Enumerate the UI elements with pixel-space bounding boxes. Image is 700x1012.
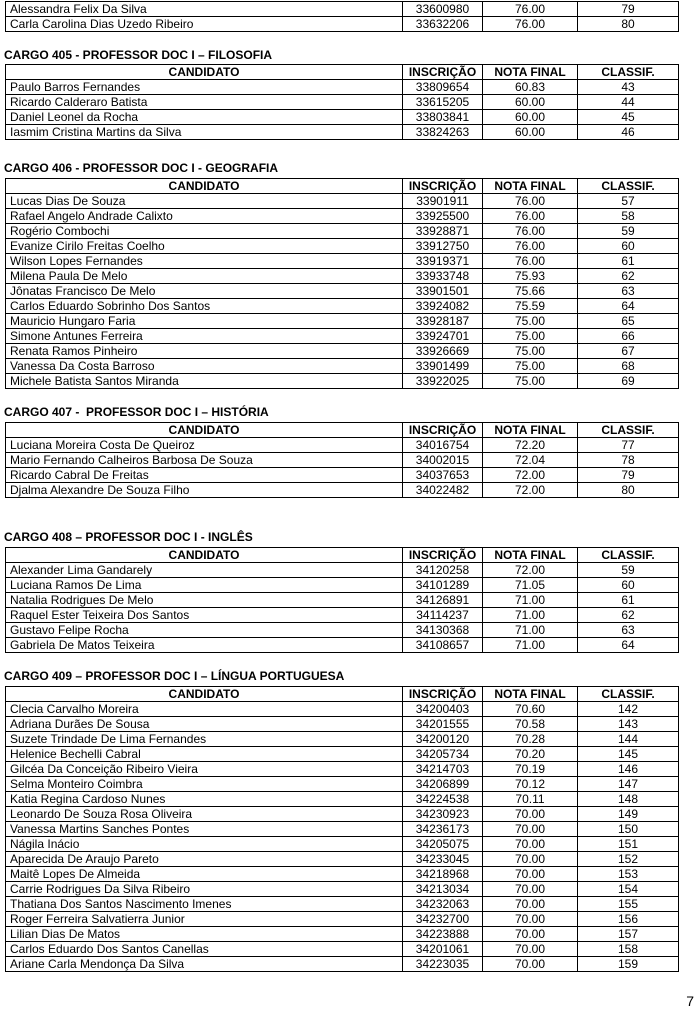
registration-number: 33924701 — [403, 329, 483, 344]
ranking: 80 — [578, 17, 679, 32]
final-score: 71.05 — [483, 578, 578, 593]
final-score: 75.59 — [483, 299, 578, 314]
ranking: 63 — [578, 284, 679, 299]
candidate-name: Carlos Eduardo Dos Santos Canellas — [6, 942, 403, 957]
registration-number: 33901499 — [403, 359, 483, 374]
ranking: 63 — [578, 623, 679, 638]
section-title: CARGO 406 - PROFESSOR DOC I - GEOGRAFIA — [4, 161, 279, 175]
final-score: 76.00 — [483, 239, 578, 254]
candidate-name: Maitê Lopes De Almeida — [6, 867, 403, 882]
candidate-name: Wilson Lopes Fernandes — [6, 254, 403, 269]
column-header-candidato: CANDIDATO — [6, 179, 403, 194]
candidate-name: Mauricio Hungaro Faria — [6, 314, 403, 329]
table-row — [6, 867, 679, 882]
candidate-name: Paulo Barros Fernandes — [6, 80, 403, 95]
registration-number: 34022482 — [403, 483, 483, 498]
column-header-nota: NOTA FINAL — [483, 548, 578, 563]
final-score: 76.00 — [483, 224, 578, 239]
table-row — [6, 762, 679, 777]
section-title: CARGO 407 - PROFESSOR DOC I – HISTÓRIA — [4, 405, 269, 419]
ranking: 147 — [578, 777, 679, 792]
table-row — [6, 822, 679, 837]
section-title: CARGO 408 – PROFESSOR DOC I - INGLÊS — [4, 530, 253, 544]
ranking: 150 — [578, 822, 679, 837]
registration-number: 33615205 — [403, 95, 483, 110]
registration-number: 33919371 — [403, 254, 483, 269]
candidate-name: Helenice Bechelli Cabral — [6, 747, 403, 762]
table-row — [6, 578, 679, 593]
final-score: 76.00 — [483, 17, 578, 32]
registration-number: 34205075 — [403, 837, 483, 852]
ranking: 159 — [578, 957, 679, 972]
results-table — [5, 686, 679, 972]
column-header-inscricao: INSCRIÇÃO — [403, 65, 483, 80]
candidate-name: Ricardo Cabral De Freitas — [6, 468, 403, 483]
table-row — [6, 942, 679, 957]
table-row — [6, 374, 679, 389]
candidate-name: Raquel Ester Teixeira Dos Santos — [6, 608, 403, 623]
ranking: 60 — [578, 239, 679, 254]
final-score: 75.93 — [483, 269, 578, 284]
ranking: 79 — [578, 468, 679, 483]
table-header-row — [6, 687, 679, 702]
ranking: 152 — [578, 852, 679, 867]
registration-number: 34200120 — [403, 732, 483, 747]
results-table — [5, 422, 679, 498]
registration-number: 33925500 — [403, 209, 483, 224]
registration-number: 34126891 — [403, 593, 483, 608]
registration-number: 34114237 — [403, 608, 483, 623]
final-score: 76.00 — [483, 209, 578, 224]
final-score: 70.00 — [483, 852, 578, 867]
table-row — [6, 732, 679, 747]
ranking: 158 — [578, 942, 679, 957]
table-row — [6, 314, 679, 329]
table-row — [6, 95, 679, 110]
candidate-name: Carla Carolina Dias Uzedo Ribeiro — [6, 17, 403, 32]
final-score: 75.66 — [483, 284, 578, 299]
table-row — [6, 284, 679, 299]
final-score: 70.12 — [483, 777, 578, 792]
final-score: 76.00 — [483, 194, 578, 209]
registration-number: 33924082 — [403, 299, 483, 314]
table-header-row — [6, 179, 679, 194]
continued-table — [5, 1, 679, 32]
registration-number: 34224538 — [403, 792, 483, 807]
ranking: 142 — [578, 702, 679, 717]
candidate-name: Thatiana Dos Santos Nascimento Imenes — [6, 897, 403, 912]
candidate-name: Luciana Ramos De Lima — [6, 578, 403, 593]
table-header-row — [6, 423, 679, 438]
final-score: 72.04 — [483, 453, 578, 468]
registration-number: 34223035 — [403, 957, 483, 972]
final-score: 76.00 — [483, 2, 578, 17]
ranking: 62 — [578, 269, 679, 284]
final-score: 70.00 — [483, 957, 578, 972]
registration-number: 34206899 — [403, 777, 483, 792]
registration-number: 34232700 — [403, 912, 483, 927]
table-row — [6, 957, 679, 972]
final-score: 75.00 — [483, 359, 578, 374]
final-score: 70.00 — [483, 822, 578, 837]
ranking: 79 — [578, 2, 679, 17]
candidate-name: Renata Ramos Pinheiro — [6, 344, 403, 359]
registration-number: 33901911 — [403, 194, 483, 209]
column-header-nota: NOTA FINAL — [483, 65, 578, 80]
table-row — [6, 209, 679, 224]
registration-number: 34236173 — [403, 822, 483, 837]
registration-number: 34120258 — [403, 563, 483, 578]
column-header-classif: CLASSIF. — [578, 548, 679, 563]
ranking: 57 — [578, 194, 679, 209]
candidate-name: Carlos Eduardo Sobrinho Dos Santos — [6, 299, 403, 314]
section-title: CARGO 405 - PROFESSOR DOC I – FILOSOFIA — [4, 48, 273, 62]
final-score: 70.20 — [483, 747, 578, 762]
candidate-name: Iasmim Cristina Martins da Silva — [6, 125, 403, 140]
column-header-classif: CLASSIF. — [578, 687, 679, 702]
registration-number: 33809654 — [403, 80, 483, 95]
table-row — [6, 623, 679, 638]
final-score: 70.00 — [483, 882, 578, 897]
ranking: 146 — [578, 762, 679, 777]
ranking: 78 — [578, 453, 679, 468]
table-row — [6, 299, 679, 314]
candidate-name: Gabriela De Matos Teixeira — [6, 638, 403, 653]
ranking: 64 — [578, 299, 679, 314]
final-score: 75.00 — [483, 329, 578, 344]
column-header-candidato: CANDIDATO — [6, 65, 403, 80]
final-score: 70.11 — [483, 792, 578, 807]
ranking: 62 — [578, 608, 679, 623]
ranking: 66 — [578, 329, 679, 344]
table-row — [6, 359, 679, 374]
ranking: 157 — [578, 927, 679, 942]
ranking: 59 — [578, 224, 679, 239]
results-table — [5, 547, 679, 653]
registration-number: 34002015 — [403, 453, 483, 468]
candidate-name: Ariane Carla Mendonça Da Silva — [6, 957, 403, 972]
table-row — [6, 110, 679, 125]
ranking: 65 — [578, 314, 679, 329]
table-row — [6, 438, 679, 453]
registration-number: 34230923 — [403, 807, 483, 822]
final-score: 60.00 — [483, 110, 578, 125]
candidate-name: Rogério Combochi — [6, 224, 403, 239]
candidate-name: Evanize Cirilo Freitas Coelho — [6, 239, 403, 254]
candidate-name: Clecia Carvalho Moreira — [6, 702, 403, 717]
final-score: 75.00 — [483, 344, 578, 359]
candidate-name: Nágila Inácio — [6, 837, 403, 852]
final-score: 71.00 — [483, 608, 578, 623]
table-row — [6, 125, 679, 140]
registration-number: 33926669 — [403, 344, 483, 359]
column-header-nota: NOTA FINAL — [483, 423, 578, 438]
candidate-name: Vanessa Martins Sanches Pontes — [6, 822, 403, 837]
final-score: 71.00 — [483, 638, 578, 653]
table-row — [6, 852, 679, 867]
table-row — [6, 224, 679, 239]
table-row — [6, 194, 679, 209]
final-score: 71.00 — [483, 623, 578, 638]
registration-number: 34016754 — [403, 438, 483, 453]
ranking: 59 — [578, 563, 679, 578]
table-row — [6, 344, 679, 359]
final-score: 72.00 — [483, 563, 578, 578]
candidate-name: Selma Monteiro Coimbra — [6, 777, 403, 792]
table-row — [6, 747, 679, 762]
table-row — [6, 837, 679, 852]
ranking: 43 — [578, 80, 679, 95]
column-header-candidato: CANDIDATO — [6, 423, 403, 438]
final-score: 72.00 — [483, 483, 578, 498]
column-header-classif: CLASSIF. — [578, 423, 679, 438]
ranking: 149 — [578, 807, 679, 822]
ranking: 155 — [578, 897, 679, 912]
column-header-classif: CLASSIF. — [578, 65, 679, 80]
final-score: 72.00 — [483, 468, 578, 483]
table-row — [6, 2, 679, 17]
ranking: 45 — [578, 110, 679, 125]
candidate-name: Adriana Durães De Sousa — [6, 717, 403, 732]
final-score: 71.00 — [483, 593, 578, 608]
candidate-name: Katia Regina Cardoso Nunes — [6, 792, 403, 807]
candidate-name: Luciana Moreira Costa De Queiroz — [6, 438, 403, 453]
table-row — [6, 593, 679, 608]
registration-number: 33803841 — [403, 110, 483, 125]
table-row — [6, 17, 679, 32]
ranking: 61 — [578, 254, 679, 269]
final-score: 70.19 — [483, 762, 578, 777]
final-score: 70.00 — [483, 837, 578, 852]
candidate-name: Jônatas Francisco De Melo — [6, 284, 403, 299]
candidate-name: Gustavo Felipe Rocha — [6, 623, 403, 638]
registration-number: 34130368 — [403, 623, 483, 638]
table-row — [6, 269, 679, 284]
column-header-inscricao: INSCRIÇÃO — [403, 423, 483, 438]
table-row — [6, 468, 679, 483]
ranking: 67 — [578, 344, 679, 359]
ranking: 80 — [578, 483, 679, 498]
table-row — [6, 882, 679, 897]
registration-number: 34233045 — [403, 852, 483, 867]
final-score: 70.00 — [483, 927, 578, 942]
candidate-name: Rafael Angelo Andrade Calixto — [6, 209, 403, 224]
ranking: 148 — [578, 792, 679, 807]
final-score: 60.00 — [483, 95, 578, 110]
table-row — [6, 717, 679, 732]
candidate-name: Ricardo Calderaro Batista — [6, 95, 403, 110]
section-title: CARGO 409 – PROFESSOR DOC I – LÍNGUA PORTUGUESA — [4, 669, 345, 683]
table-header-row — [6, 548, 679, 563]
registration-number: 33928187 — [403, 314, 483, 329]
final-score: 70.00 — [483, 942, 578, 957]
table-row — [6, 927, 679, 942]
registration-number: 34218968 — [403, 867, 483, 882]
ranking: 77 — [578, 438, 679, 453]
final-score: 70.00 — [483, 912, 578, 927]
final-score: 70.00 — [483, 867, 578, 882]
final-score: 70.00 — [483, 807, 578, 822]
column-header-nota: NOTA FINAL — [483, 687, 578, 702]
final-score: 70.60 — [483, 702, 578, 717]
final-score: 72.20 — [483, 438, 578, 453]
ranking: 64 — [578, 638, 679, 653]
registration-number: 34201061 — [403, 942, 483, 957]
registration-number: 34205734 — [403, 747, 483, 762]
ranking: 58 — [578, 209, 679, 224]
table-row — [6, 807, 679, 822]
column-header-inscricao: INSCRIÇÃO — [403, 179, 483, 194]
ranking: 69 — [578, 374, 679, 389]
candidate-name: Daniel Leonel da Rocha — [6, 110, 403, 125]
ranking: 144 — [578, 732, 679, 747]
final-score: 76.00 — [483, 254, 578, 269]
registration-number: 34232063 — [403, 897, 483, 912]
page-number: 7 — [686, 993, 694, 1009]
registration-number: 34101289 — [403, 578, 483, 593]
ranking: 153 — [578, 867, 679, 882]
registration-number: 33901501 — [403, 284, 483, 299]
registration-number: 34037653 — [403, 468, 483, 483]
ranking: 44 — [578, 95, 679, 110]
registration-number: 34200403 — [403, 702, 483, 717]
candidate-name: Natalia Rodrigues De Melo — [6, 593, 403, 608]
candidate-name: Mario Fernando Calheiros Barbosa De Souza — [6, 453, 403, 468]
table-row — [6, 897, 679, 912]
table-row — [6, 239, 679, 254]
table-row — [6, 792, 679, 807]
final-score: 70.28 — [483, 732, 578, 747]
registration-number: 33912750 — [403, 239, 483, 254]
candidate-name: Michele Batista Santos Miranda — [6, 374, 403, 389]
candidate-name: Vanessa Da Costa Barroso — [6, 359, 403, 374]
ranking: 61 — [578, 593, 679, 608]
candidate-name: Leonardo De Souza Rosa Oliveira — [6, 807, 403, 822]
candidate-name: Aparecida De Araujo Pareto — [6, 852, 403, 867]
column-header-candidato: CANDIDATO — [6, 548, 403, 563]
table-row — [6, 777, 679, 792]
candidate-name: Alessandra Felix Da Silva — [6, 2, 403, 17]
column-header-classif: CLASSIF. — [578, 179, 679, 194]
registration-number: 34223888 — [403, 927, 483, 942]
results-table — [5, 64, 679, 140]
registration-number: 34201555 — [403, 717, 483, 732]
table-row — [6, 563, 679, 578]
table-row — [6, 638, 679, 653]
candidate-name: Carrie Rodrigues Da Silva Ribeiro — [6, 882, 403, 897]
ranking: 151 — [578, 837, 679, 852]
table-row — [6, 453, 679, 468]
table-row — [6, 702, 679, 717]
ranking: 145 — [578, 747, 679, 762]
candidate-name: Suzete Trindade De Lima Fernandes — [6, 732, 403, 747]
candidate-name: Simone Antunes Ferreira — [6, 329, 403, 344]
table-row — [6, 483, 679, 498]
table-row — [6, 254, 679, 269]
ranking: 68 — [578, 359, 679, 374]
registration-number: 33928871 — [403, 224, 483, 239]
table-row — [6, 80, 679, 95]
candidate-name: Djalma Alexandre De Souza Filho — [6, 483, 403, 498]
final-score: 70.00 — [483, 897, 578, 912]
candidate-name: Lucas Dias De Souza — [6, 194, 403, 209]
table-row — [6, 329, 679, 344]
final-score: 75.00 — [483, 314, 578, 329]
table-row — [6, 912, 679, 927]
registration-number: 33933748 — [403, 269, 483, 284]
column-header-inscricao: INSCRIÇÃO — [403, 687, 483, 702]
registration-number: 34108657 — [403, 638, 483, 653]
column-header-candidato: CANDIDATO — [6, 687, 403, 702]
registration-number: 33824263 — [403, 125, 483, 140]
table-header-row — [6, 65, 679, 80]
ranking: 60 — [578, 578, 679, 593]
registration-number: 33922025 — [403, 374, 483, 389]
registration-number: 34214703 — [403, 762, 483, 777]
ranking: 143 — [578, 717, 679, 732]
ranking: 46 — [578, 125, 679, 140]
ranking: 156 — [578, 912, 679, 927]
column-header-nota: NOTA FINAL — [483, 179, 578, 194]
final-score: 60.00 — [483, 125, 578, 140]
candidate-name: Lilian Dias De Matos — [6, 927, 403, 942]
ranking: 154 — [578, 882, 679, 897]
final-score: 75.00 — [483, 374, 578, 389]
candidate-name: Gilcéa Da Conceição Ribeiro Vieira — [6, 762, 403, 777]
registration-number: 34213034 — [403, 882, 483, 897]
final-score: 70.58 — [483, 717, 578, 732]
column-header-inscricao: INSCRIÇÃO — [403, 548, 483, 563]
results-table — [5, 178, 679, 389]
registration-number: 33632206 — [403, 17, 483, 32]
candidate-name: Milena Paula De Melo — [6, 269, 403, 284]
registration-number: 33600980 — [403, 2, 483, 17]
candidate-name: Alexander Lima Gandarely — [6, 563, 403, 578]
table-row — [6, 608, 679, 623]
final-score: 60.83 — [483, 80, 578, 95]
candidate-name: Roger Ferreira Salvatierra Junior — [6, 912, 403, 927]
